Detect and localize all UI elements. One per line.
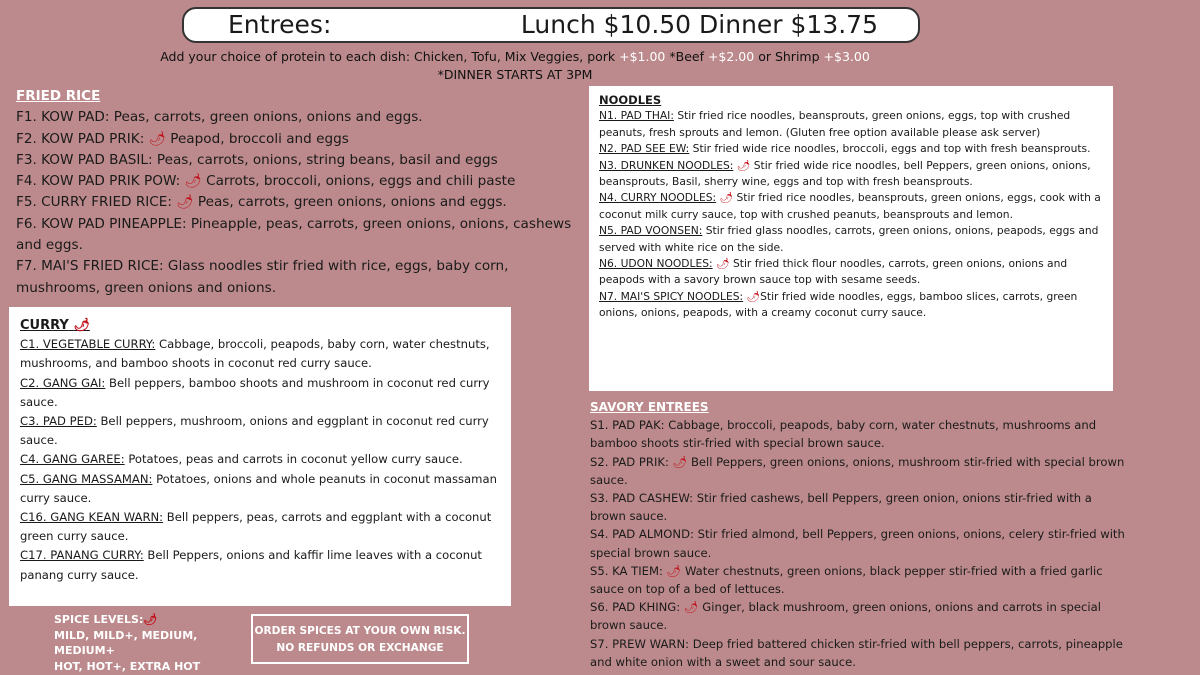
spice-warning-box bbox=[251, 614, 469, 664]
menu-item bbox=[20, 374, 501, 412]
menu-item bbox=[590, 525, 1130, 561]
fried-rice-list bbox=[16, 107, 576, 299]
menu-item bbox=[599, 223, 1103, 256]
menu-item-description: Carrots, broccoli, onions, eggs and chili paste bbox=[201, 173, 516, 190]
menu-item bbox=[599, 256, 1103, 289]
menu-item-description: Stir fried wide rice noodles, bell Peppers, green onions, onions, beansprouts, Basil, sherry wine, eggs and top with fresh beansprouts. bbox=[599, 158, 1091, 189]
menu-item bbox=[590, 635, 1130, 671]
menu-item bbox=[20, 412, 501, 450]
menu-item-name: F5. CURRY FRIED RICE: bbox=[16, 194, 172, 211]
menu-item-name: C4. GANG GAREE: bbox=[20, 452, 125, 467]
menu-item-description: Stir fried thick flour noodles, carrots, green onions, onions and peapods with a savory brown sauce top with sesame seeds. bbox=[599, 257, 1068, 287]
noodles-list bbox=[599, 108, 1103, 321]
spice-levels-line2: HOT, HOT+, EXTRA HOT bbox=[54, 659, 201, 673]
menu-item-name: S6. PAD KHING: bbox=[590, 600, 681, 615]
menu-item-description: Bell Peppers, green onions, onions, mushroom stir-fried with special brown sauce. bbox=[590, 454, 1125, 487]
dinner-note: *DINNER STARTS AT 3PM bbox=[437, 67, 593, 82]
menu-item-description: Bell Peppers, onions and kaffir lime leaves with a coconut panang curry sauce. bbox=[20, 548, 482, 582]
menu-item-name: S2. PAD PRIK: bbox=[590, 454, 669, 469]
menu-item bbox=[16, 256, 576, 299]
menu-item-description: Stir fried almond, bell Peppers, green onions, onions, celery stir-fried with special brown sauce. bbox=[590, 527, 1125, 560]
chili-icon: 🌶 bbox=[148, 130, 166, 147]
menu-item-description: Stir fried wide rice noodles, broccoli, eggs and top with fresh beansprouts. bbox=[689, 142, 1091, 156]
menu-item-name: S7. PREW WARN: bbox=[590, 636, 690, 651]
spice-levels bbox=[54, 612, 254, 674]
menu-item bbox=[20, 546, 501, 584]
menu-item bbox=[599, 190, 1103, 223]
menu-item bbox=[599, 289, 1103, 322]
title-banner bbox=[182, 7, 920, 43]
menu-item bbox=[20, 508, 501, 546]
menu-item bbox=[599, 108, 1103, 141]
menu-item-name: N5. PAD VOONSEN: bbox=[599, 224, 703, 238]
menu-item-description: Stir fried glass noodles, carrots, green onions, onions, peapods, eggs and served with white rice on the side. bbox=[599, 224, 1099, 254]
chili-icon: 🌶 bbox=[746, 289, 761, 303]
menu-item bbox=[20, 335, 501, 373]
menu-item-name: N6. UDON NOODLES: bbox=[599, 257, 713, 271]
savory-heading: SAVORY ENTREES bbox=[590, 400, 709, 414]
menu-item-name: S4. PAD ALMOND: bbox=[590, 527, 694, 542]
chili-icon: 🌶 bbox=[143, 613, 158, 626]
menu-item bbox=[590, 453, 1130, 489]
noodles-heading: NOODLES bbox=[599, 93, 662, 107]
menu-item-name: N3. DRUNKEN NOODLES: bbox=[599, 158, 734, 172]
menu-item-name: F2. KOW PAD PRIK: bbox=[16, 130, 145, 147]
menu-item-description: Cabbage, broccoli, peapods, baby corn, water chestnuts, mushrooms, and bamboo shoots in coconut red curry sauce. bbox=[20, 337, 490, 371]
menu-item-description: Pineapple, peas, carrots, green onions, onions, cashews and eggs. bbox=[16, 215, 572, 254]
warning-line2: NO REFUNDS OR EXCHANGE bbox=[276, 642, 444, 654]
savory-list bbox=[590, 416, 1130, 671]
chili-icon: 🌶 bbox=[683, 600, 699, 615]
menu-item-description: Stir fried cashews, bell Peppers, green onion, onions stir-fried with a brown sauce. bbox=[590, 491, 1092, 524]
menu-item-name: C17. PANANG CURRY: bbox=[20, 548, 144, 563]
menu-item bbox=[16, 192, 576, 213]
menu-item-name: C3. PAD PED: bbox=[20, 414, 97, 429]
menu-item-name: C5. GANG MASSAMAN: bbox=[20, 471, 153, 486]
menu-item-description: Water chestnuts, green onions, black pepper stir-fried with a fried garlic sauce on top of a bed of lettuces. bbox=[590, 563, 1103, 597]
menu-item-name: S5. KA TIEM: bbox=[590, 563, 663, 578]
menu-item bbox=[599, 158, 1103, 191]
menu-item-description: Peas, carrots, green onions, onions and eggs. bbox=[193, 194, 507, 211]
menu-item-description: Peas, carrots, onions, string beans, basil and eggs bbox=[152, 151, 498, 168]
spice-levels-heading: SPICE LEVELS: bbox=[54, 613, 144, 626]
menu-item bbox=[16, 214, 576, 257]
menu-item bbox=[590, 489, 1130, 525]
menu-item-description: Potatoes, peas and carrots in coconut yellow curry sauce. bbox=[124, 452, 463, 467]
chili-icon: 🌶 bbox=[672, 454, 688, 469]
page-title: Entrees: bbox=[228, 10, 332, 39]
menu-item-name: N1. PAD THAI: bbox=[599, 109, 674, 123]
fried-rice-heading: FRIED RICE bbox=[16, 88, 101, 104]
menu-item-description: Potatoes, onions and whole peanuts in coconut massaman curry sauce. bbox=[20, 471, 497, 505]
menu-item bbox=[16, 129, 576, 150]
menu-item-description: Peapod, broccoli and eggs bbox=[165, 130, 349, 147]
chili-icon: 🌶 bbox=[736, 158, 751, 172]
menu-item-description: Bell peppers, peas, carrots and eggplant with a coconut green curry sauce. bbox=[20, 510, 492, 544]
chili-icon: 🌶 bbox=[73, 318, 90, 333]
menu-item-name: N7. MAI'S SPICY NOODLES: bbox=[599, 289, 744, 303]
menu-item-description: Stir fried rice noodles, beansprouts, green onions, eggs, top with crushed peanuts, fresh sprouts and lemon. (Gluten free option available please ask server) bbox=[599, 109, 1071, 139]
chili-icon: 🌶 bbox=[719, 191, 734, 205]
menu-item-name: F1. KOW PAD: bbox=[16, 109, 110, 126]
spice-levels-line1: MILD, MILD+, MEDIUM, MEDIUM+ bbox=[54, 628, 198, 657]
menu-item bbox=[20, 470, 501, 508]
chili-icon: 🌶 bbox=[666, 563, 682, 578]
menu-item-name: F4. KOW PAD PRIK POW: bbox=[16, 173, 181, 190]
menu-item-name: C16. GANG KEAN WARN: bbox=[20, 510, 164, 525]
menu-item bbox=[590, 598, 1130, 634]
menu-item-description: Deep fried battered chicken stir-fried with bell peppers, carrots, pineapple and white onion with a sweet and sour sauce. bbox=[590, 636, 1123, 669]
menu-item-description: Stir fried rice noodles, beansprouts, green onions, eggs, cook with a coconut milk curry sauce, top with crushed peanuts, beansprouts and lemon. bbox=[599, 191, 1101, 221]
savory-section bbox=[590, 398, 1130, 671]
menu-item bbox=[590, 416, 1130, 452]
curry-card bbox=[9, 307, 511, 606]
curry-list bbox=[20, 335, 501, 585]
noodles-card bbox=[589, 86, 1113, 391]
menu-item-name: N4. CURRY NOODLES: bbox=[599, 191, 717, 205]
menu-item-description: Cabbage, broccoli, peapods, baby corn, water chestnuts, mushrooms and bamboo shoots stir-fried with special brown sauce. bbox=[590, 418, 1097, 451]
menu-item-name: S1. PAD PAK: bbox=[590, 418, 665, 433]
fried-rice-section bbox=[16, 86, 576, 299]
protein-note: Add your choice of protein to each dish: Chicken, Tofu, Mix Veggies, pork +$1.00 *Beef +$2.00 or Shrimp +$3.00 bbox=[160, 49, 870, 64]
menu-item-name: F3. KOW PAD BASIL: bbox=[16, 151, 153, 168]
menu-item bbox=[20, 450, 501, 469]
chili-icon: 🌶 bbox=[184, 173, 202, 190]
menu-item bbox=[16, 171, 576, 192]
menu-item-name: S3. PAD CASHEW: bbox=[590, 491, 694, 506]
menu-item-description: Peas, carrots, green onions, onions and eggs. bbox=[109, 109, 423, 126]
chili-icon: 🌶 bbox=[176, 194, 194, 211]
menu-item-name: N2. PAD SEE EW: bbox=[599, 142, 690, 156]
menu-item-description: Bell peppers, mushroom, onions and eggplant in coconut red curry sauce. bbox=[20, 414, 489, 448]
menu-item-name: C2. GANG GAI: bbox=[20, 375, 106, 390]
menu-item bbox=[16, 107, 576, 128]
chili-icon: 🌶 bbox=[716, 257, 730, 271]
menu-item bbox=[590, 562, 1130, 598]
menu-item-description: Glass noodles stir fried with rice, eggs, baby corn, mushrooms, green onions and onions. bbox=[16, 258, 509, 296]
menu-item-description: Bell peppers, bamboo shoots and mushroom in coconut red curry sauce. bbox=[20, 375, 490, 409]
menu-item-description: Stir fried wide noodles, eggs, bamboo slices, carrots, green onions, onions, peapods, with a creamy coconut curry sauce. bbox=[599, 289, 1078, 320]
menu-item-name: F6. KOW PAD PINEAPPLE: bbox=[16, 215, 187, 232]
menu-item bbox=[599, 141, 1103, 157]
curry-heading: CURRY 🌶 bbox=[20, 318, 90, 333]
menu-item-name: F7. MAI'S FRIED RICE: bbox=[16, 258, 164, 275]
warning-line1: ORDER SPICES AT YOUR OWN RISK. bbox=[254, 625, 466, 637]
menu-item bbox=[16, 150, 576, 171]
menu-item-name: C1. VEGETABLE CURRY: bbox=[20, 337, 156, 352]
price-banner: Lunch $10.50 Dinner $13.75 bbox=[520, 10, 878, 39]
menu-item-description: Ginger, black mushroom, green onions, onions and carrots in special brown sauce. bbox=[590, 600, 1101, 633]
